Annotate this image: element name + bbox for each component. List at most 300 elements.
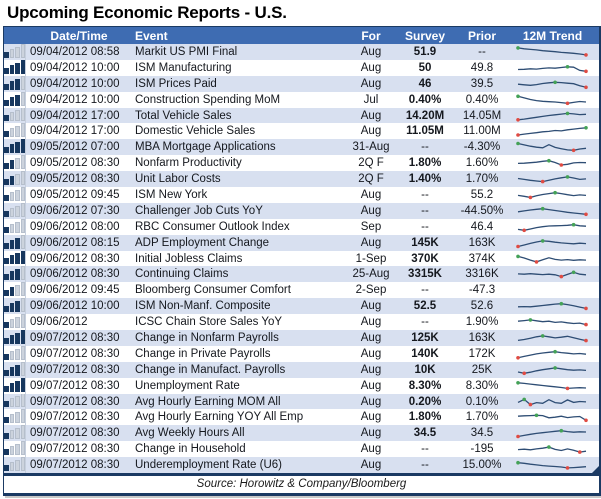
- cell-datetime: 09/06/2012 08:15: [30, 236, 120, 249]
- relevance-bar: [4, 354, 9, 360]
- trend-low-dot: [535, 260, 539, 264]
- trend-sparkline: [515, 156, 591, 170]
- cell-prior: 1.70%: [465, 173, 499, 186]
- relevance-bar: [4, 195, 9, 201]
- relevance-bars-icon: [4, 219, 26, 235]
- cell-for: Aug: [360, 363, 382, 376]
- cell-prior: -47.3: [468, 284, 496, 297]
- table-row: [4, 441, 599, 457]
- trend-sparkline: [515, 204, 591, 218]
- relevance-bar: [21, 298, 26, 312]
- relevance-bar: [4, 274, 9, 280]
- cell-event: MBA Mortgage Applications: [135, 141, 276, 154]
- trend-sparkline: [515, 77, 591, 91]
- cell-prior: 0.10%: [465, 395, 499, 408]
- cell-12m-trend: [510, 379, 595, 393]
- trend-low-dot: [522, 371, 526, 375]
- cell-datetime: 09/07/2012 08:30: [30, 395, 120, 408]
- trend-high-dot: [541, 207, 545, 211]
- relevance-bar: [15, 142, 20, 153]
- relevance-bar: [15, 349, 20, 360]
- cell-survey: 370K: [411, 252, 439, 265]
- cell-12m-trend: [510, 299, 595, 313]
- cell-event: Change in Private Payrolls: [135, 347, 271, 360]
- relevance-bar: [21, 362, 26, 376]
- table-row: [4, 330, 599, 346]
- trend-high-dot: [553, 350, 557, 354]
- relevance-bar: [21, 108, 26, 122]
- relevance-bar: [15, 428, 20, 439]
- trend-sparkline: [515, 395, 591, 409]
- cell-for: Aug: [360, 236, 382, 249]
- trend-low-dot: [584, 323, 588, 327]
- cell-for: Aug: [360, 125, 382, 138]
- trend-low-dot: [516, 356, 520, 360]
- relevance-bar: [15, 396, 20, 407]
- trend-high-dot: [529, 318, 533, 322]
- cell-event: Unit Labor Costs: [135, 173, 221, 186]
- cell-event: Continuing Claims: [135, 268, 229, 281]
- relevance-bar: [15, 110, 20, 121]
- cell-for: 31-Aug: [352, 141, 390, 154]
- relevance-bar: [4, 163, 9, 169]
- trend-high-dot: [560, 429, 564, 433]
- trend-sparkline: [515, 124, 591, 138]
- cell-prior: 46.4: [470, 220, 494, 233]
- cell-survey: 1.40%: [408, 173, 442, 186]
- cell-event: Unemployment Rate: [135, 379, 240, 392]
- cell-datetime: 09/06/2012 08:00: [30, 220, 120, 233]
- cell-survey: 11.05M: [406, 125, 444, 138]
- relevance-bar: [21, 282, 26, 296]
- cell-for: 25-Aug: [352, 268, 390, 281]
- trend-high-dot: [516, 254, 520, 258]
- relevance-bar: [10, 112, 15, 121]
- table-row: [4, 346, 599, 362]
- cell-12m-trend: [510, 331, 595, 345]
- relevance-bar: [4, 433, 9, 439]
- cell-for: Aug: [360, 443, 382, 456]
- relevance-bar: [10, 414, 15, 423]
- cell-event: Nonfarm Productivity: [135, 157, 242, 170]
- relevance-bar: [10, 97, 15, 106]
- cell-survey: --: [421, 220, 429, 233]
- cell-datetime: 09/04/2012 10:00: [30, 61, 120, 74]
- cell-12m-trend: [510, 395, 595, 409]
- cell-prior: 14.05M: [462, 109, 502, 122]
- cell-12m-trend: [510, 426, 595, 440]
- relevance-bars-icon: [4, 409, 26, 425]
- cell-prior: 1.60%: [465, 157, 499, 170]
- trend-high-dot: [566, 175, 570, 179]
- relevance-bar: [15, 63, 20, 74]
- relevance-bar: [10, 81, 15, 90]
- relevance-bars-icon: [4, 203, 26, 219]
- relevance-bar: [21, 60, 26, 74]
- relevance-bars-icon: [4, 155, 26, 171]
- cell-prior: 172K: [468, 347, 496, 360]
- relevance-bar: [4, 52, 9, 58]
- relevance-bars-icon: [4, 76, 26, 92]
- cell-datetime: 09/06/2012 10:00: [30, 300, 120, 313]
- cell-prior: 15.00%: [462, 459, 502, 472]
- relevance-bar: [21, 92, 26, 106]
- trend-low-dot: [584, 53, 588, 57]
- trend-sparkline: [515, 331, 591, 345]
- cell-for: Aug: [360, 109, 382, 122]
- trend-low-dot: [516, 134, 520, 138]
- cell-12m-trend: [510, 252, 595, 266]
- relevance-bar: [10, 351, 15, 360]
- cell-12m-trend: [510, 61, 595, 75]
- cell-12m-trend: [510, 77, 595, 91]
- relevance-bar: [15, 47, 20, 58]
- cell-event: ISM Non-Manf. Composite: [135, 300, 271, 313]
- cell-12m-trend: [510, 267, 595, 281]
- relevance-bar: [10, 367, 15, 376]
- trend-sparkline: [515, 172, 591, 186]
- cell-prior: 55.2: [470, 188, 494, 201]
- trend-high-dot: [516, 142, 520, 146]
- table-row: [4, 298, 599, 314]
- relevance-bar: [4, 179, 9, 185]
- cell-event: Avg Hourly Earning YOY All Emp: [135, 411, 304, 424]
- relevance-bar: [21, 76, 26, 90]
- trend-low-dot: [584, 69, 588, 73]
- relevance-bar: [15, 285, 20, 296]
- cell-for: Aug: [360, 379, 382, 392]
- cell-12m-trend: [510, 172, 595, 186]
- relevance-bar: [15, 79, 20, 90]
- relevance-bars-icon: [4, 441, 26, 457]
- table-row: [4, 203, 599, 219]
- cell-survey: 0.20%: [408, 395, 442, 408]
- relevance-bar: [4, 386, 9, 392]
- cell-for: Aug: [360, 45, 382, 58]
- trend-high-dot: [584, 126, 588, 130]
- relevance-bars-icon: [4, 314, 26, 330]
- cell-survey: 10K: [414, 363, 436, 376]
- relevance-bar: [15, 95, 20, 106]
- cell-for: Aug: [360, 459, 382, 472]
- cell-survey: 0.40%: [408, 93, 442, 106]
- relevance-bar: [21, 409, 26, 423]
- cell-survey: 50: [418, 61, 432, 74]
- relevance-bars-icon: [4, 187, 26, 203]
- cell-for: Aug: [360, 427, 382, 440]
- trend-sparkline: [515, 267, 591, 281]
- relevance-bar: [10, 224, 15, 233]
- cell-prior: 8.30%: [465, 379, 499, 392]
- cell-survey: --: [421, 459, 429, 472]
- trend-high-dot: [553, 80, 557, 84]
- col-header-survey: Survey: [404, 28, 446, 43]
- relevance-bar: [4, 401, 9, 407]
- trend-sparkline: [515, 363, 591, 377]
- relevance-bar: [15, 444, 20, 455]
- cell-datetime: 09/05/2012 08:30: [30, 173, 120, 186]
- trend-high-dot: [541, 239, 545, 243]
- relevance-bar: [4, 465, 9, 471]
- relevance-bar: [4, 290, 9, 296]
- relevance-bar: [4, 417, 9, 423]
- trend-high-dot: [553, 366, 557, 370]
- trend-high-dot: [566, 65, 570, 69]
- cell-prior: -44.50%: [460, 204, 504, 217]
- trend-low-dot: [584, 419, 588, 423]
- trend-low-dot: [516, 118, 520, 122]
- cell-datetime: 09/07/2012 08:30: [30, 379, 120, 392]
- trend-sparkline: [515, 188, 591, 202]
- trend-sparkline: [515, 45, 591, 59]
- cell-prior: --: [478, 45, 486, 58]
- cell-event: Change in Manufact. Payrolls: [135, 363, 286, 376]
- relevance-bar: [15, 365, 20, 376]
- table-row: [4, 251, 599, 267]
- cell-prior: 3316K: [465, 268, 499, 281]
- cell-event: Bloomberg Consumer Comfort: [135, 284, 291, 297]
- relevance-bar: [10, 287, 15, 296]
- cell-survey: 51.9: [413, 45, 437, 58]
- cell-prior: 0.40%: [465, 93, 499, 106]
- trend-low-dot: [578, 451, 582, 455]
- cell-datetime: 09/06/2012 07:30: [30, 204, 120, 217]
- relevance-bars-icon: [4, 282, 26, 298]
- cell-prior: 49.8: [470, 61, 494, 74]
- table-row: [4, 457, 599, 473]
- table-row: [4, 123, 599, 139]
- cell-prior: 39.5: [470, 77, 494, 90]
- cell-survey: 3315K: [408, 268, 442, 281]
- cell-12m-trend: [510, 442, 595, 456]
- relevance-bar: [10, 398, 15, 407]
- cell-for: Aug: [360, 316, 382, 329]
- relevance-bars-icon: [4, 457, 26, 473]
- table-row: [4, 60, 599, 76]
- relevance-bars-icon: [4, 425, 26, 441]
- relevance-bar: [4, 338, 9, 344]
- table-row: [4, 219, 599, 235]
- table-row: [4, 76, 599, 92]
- relevance-bar: [21, 330, 26, 344]
- cell-12m-trend: [510, 458, 595, 472]
- cell-prior: -4.30%: [463, 141, 501, 154]
- cell-12m-trend: [510, 347, 595, 361]
- relevance-bar: [21, 441, 26, 455]
- cell-event: Change in Household: [135, 443, 246, 456]
- table-row: [4, 409, 599, 425]
- cell-event: Change in Nonfarm Payrolls: [135, 331, 279, 344]
- relevance-bar: [15, 381, 20, 392]
- relevance-bar: [4, 322, 9, 328]
- source-credit: Source: Horowitz & Company/Bloomberg: [4, 475, 599, 493]
- trend-low-dot: [522, 228, 526, 232]
- trend-high-dot: [516, 461, 520, 465]
- cell-survey: --: [421, 188, 429, 201]
- relevance-bar: [21, 44, 26, 58]
- cell-datetime: 09/07/2012 08:30: [30, 443, 120, 456]
- relevance-bar: [15, 301, 20, 312]
- cell-for: Aug: [360, 331, 382, 344]
- relevance-bars-icon: [4, 251, 26, 267]
- cell-prior: 374K: [468, 252, 496, 265]
- cell-datetime: 09/07/2012 08:30: [30, 411, 120, 424]
- table-row: [4, 155, 599, 171]
- relevance-bar: [4, 211, 9, 217]
- col-header-12m-trend: 12M Trend: [522, 28, 583, 43]
- cell-datetime: 09/04/2012 17:00: [30, 109, 120, 122]
- relevance-bar: [4, 84, 9, 90]
- cell-prior: 1.70%: [465, 411, 499, 424]
- cell-event: ISM Prices Paid: [135, 77, 217, 90]
- relevance-bar: [21, 171, 26, 185]
- table-row: [4, 108, 599, 124]
- trend-low-dot: [584, 339, 588, 343]
- cell-survey: 8.30%: [408, 379, 442, 392]
- relevance-bar: [15, 333, 20, 344]
- cell-for: Aug: [360, 411, 382, 424]
- cell-12m-trend: [510, 220, 595, 234]
- relevance-bar: [10, 430, 15, 439]
- relevance-bar: [10, 462, 15, 471]
- cell-datetime: 09/07/2012 08:30: [30, 459, 120, 472]
- cell-datetime: 09/04/2012 10:00: [30, 93, 120, 106]
- relevance-bar: [10, 208, 15, 217]
- trend-sparkline: [515, 410, 591, 424]
- relevance-bars-icon: [4, 346, 26, 362]
- relevance-bar: [21, 139, 26, 153]
- relevance-bar: [21, 219, 26, 233]
- relevance-bar: [21, 155, 26, 169]
- relevance-bar: [21, 266, 26, 280]
- relevance-bar: [15, 317, 20, 328]
- trend-low-dot: [560, 275, 564, 279]
- cell-for: Aug: [360, 77, 382, 90]
- trend-high-dot: [522, 397, 526, 401]
- trend-low-dot: [560, 163, 564, 167]
- relevance-bar: [21, 346, 26, 360]
- relevance-bars-icon: [4, 266, 26, 282]
- table-row: [4, 378, 599, 394]
- relevance-bar: [21, 314, 26, 328]
- cell-survey: --: [421, 284, 429, 297]
- cell-12m-trend: [510, 410, 595, 424]
- trend-high-dot: [553, 191, 557, 195]
- cell-survey: 46: [418, 77, 432, 90]
- trend-high-dot: [535, 414, 539, 418]
- cell-event: ICSC Chain Store Sales YoY: [135, 316, 283, 329]
- relevance-bar: [10, 176, 15, 185]
- cell-event: Initial Jobless Claims: [135, 252, 243, 265]
- table-row: [4, 44, 599, 60]
- relevance-bars-icon: [4, 378, 26, 394]
- relevance-bar: [10, 319, 15, 328]
- trend-high-dot: [547, 159, 551, 163]
- cell-event: RBC Consumer Outlook Index: [135, 220, 290, 233]
- cell-event: Underemployment Rate (U6): [135, 459, 283, 472]
- trend-low-dot: [541, 180, 545, 184]
- table-row: [4, 394, 599, 410]
- relevance-bar: [10, 160, 15, 169]
- trend-low-dot: [516, 435, 520, 439]
- cell-event: ADP Employment Change: [135, 236, 270, 249]
- relevance-bar: [21, 251, 26, 265]
- cell-prior: 1.90%: [465, 316, 499, 329]
- relevance-bar: [15, 190, 20, 201]
- cell-12m-trend: [510, 109, 595, 123]
- relevance-bar: [10, 303, 15, 312]
- trend-high-dot: [541, 334, 545, 338]
- relevance-bars-icon: [4, 362, 26, 378]
- trend-sparkline: [515, 458, 591, 472]
- trend-high-dot: [572, 271, 576, 275]
- table-footer: [3, 475, 601, 496]
- cell-datetime: 09/07/2012 08:30: [30, 331, 120, 344]
- cell-event: Domestic Vehicle Sales: [135, 125, 256, 138]
- cell-datetime: 09/05/2012 07:00: [30, 141, 120, 154]
- table-body: [4, 44, 599, 473]
- cell-prior: -195: [470, 443, 494, 456]
- cell-survey: 52.5: [413, 300, 437, 313]
- cell-event: Avg Hourly Earning MOM All: [135, 395, 281, 408]
- cell-event: Total Vehicle Sales: [135, 109, 232, 122]
- trend-low-dot: [566, 386, 570, 390]
- relevance-bar: [10, 255, 15, 264]
- cell-event: Markit US PMI Final: [135, 45, 238, 58]
- relevance-bar: [10, 383, 15, 392]
- relevance-bar: [21, 378, 26, 392]
- table-row: [4, 187, 599, 203]
- cell-datetime: 09/04/2012 17:00: [30, 125, 120, 138]
- cell-survey: --: [421, 204, 429, 217]
- cell-event: Construction Spending MoM: [135, 93, 281, 106]
- cell-datetime: 09/06/2012: [30, 316, 88, 329]
- relevance-bar: [15, 412, 20, 423]
- cell-for: 2Q F: [358, 157, 384, 170]
- relevance-bar: [4, 68, 9, 74]
- trend-high-dot: [566, 111, 570, 115]
- cell-prior: 25K: [471, 363, 493, 376]
- relevance-bar: [4, 147, 9, 153]
- relevance-bar: [15, 253, 20, 264]
- relevance-bar: [4, 258, 9, 264]
- trend-high-dot: [516, 94, 520, 98]
- relevance-bar: [4, 100, 9, 106]
- relevance-bar: [15, 158, 20, 169]
- cell-survey: 1.80%: [408, 157, 442, 170]
- relevance-bar: [4, 449, 9, 455]
- relevance-bar: [15, 238, 20, 249]
- cell-datetime: 09/05/2012 08:30: [30, 157, 120, 170]
- relevance-bar: [10, 128, 15, 137]
- relevance-bar: [15, 460, 20, 471]
- trend-sparkline: [515, 220, 591, 234]
- cell-event: ISM Manufacturing: [135, 61, 232, 74]
- cell-prior: 52.6: [470, 300, 494, 313]
- cell-datetime: 09/07/2012 08:30: [30, 347, 120, 360]
- cell-for: Aug: [360, 61, 382, 74]
- relevance-bar: [4, 115, 9, 121]
- relevance-bar: [15, 126, 20, 137]
- trend-high-dot: [560, 302, 564, 306]
- cell-survey: 145K: [411, 236, 439, 249]
- cell-event: Avg Weekly Hours All: [135, 427, 245, 440]
- relevance-bar: [15, 174, 20, 185]
- cell-for: 2-Sep: [355, 284, 387, 297]
- cell-prior: 34.5: [470, 427, 494, 440]
- cell-datetime: 09/04/2012 08:58: [30, 45, 120, 58]
- relevance-bars-icon: [4, 298, 26, 314]
